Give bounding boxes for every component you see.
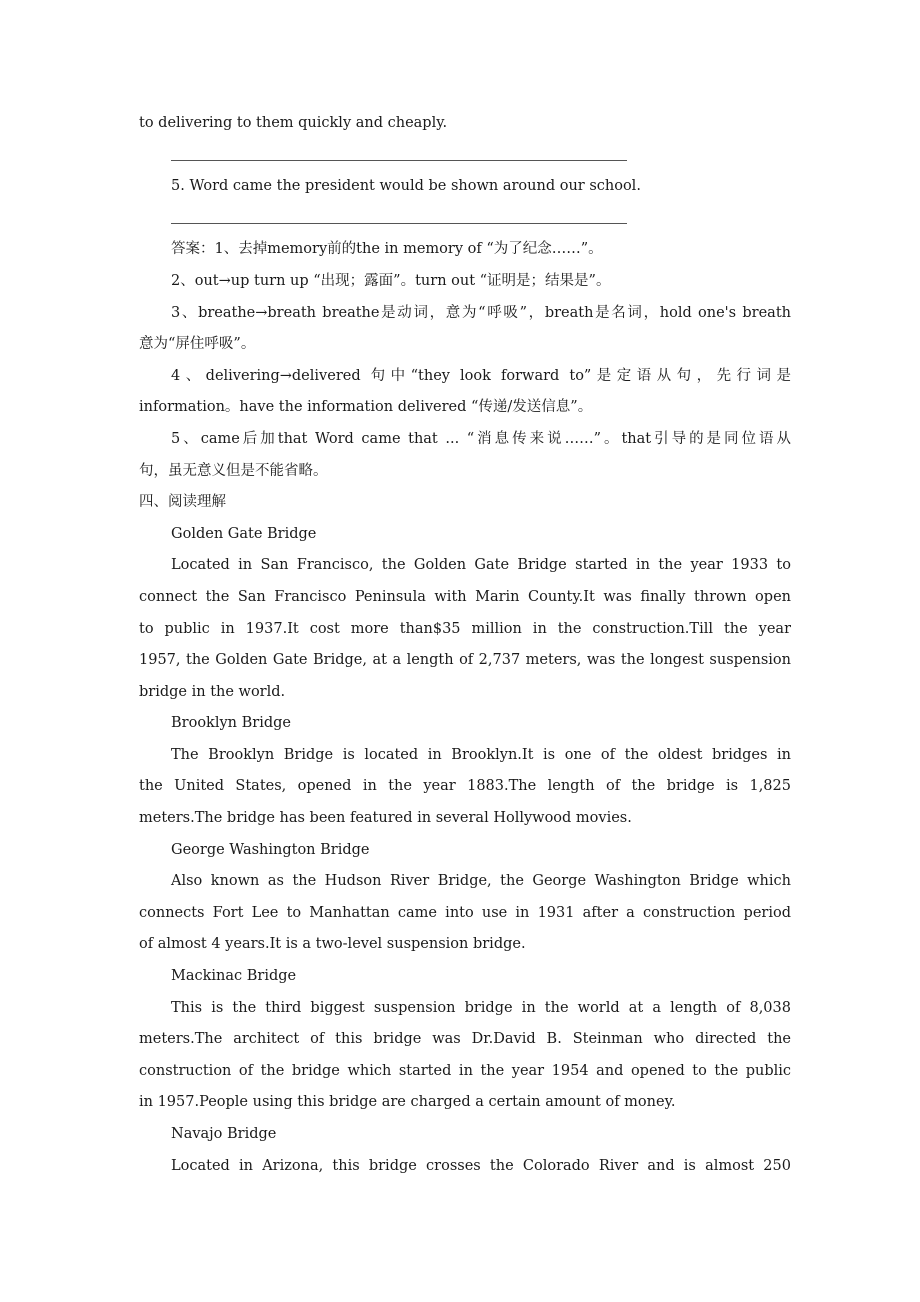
text-line: 3、breathe→breath breathe是动词，意为“呼吸”，breath是名词，hold one's breath: [171, 304, 791, 321]
text-line: of almost 4 years.It is a two-level suspension bridge.: [139, 936, 526, 953]
text-line: 4、delivering→delivered 句中“they look forward to”是定语从句，先行词是: [171, 367, 791, 384]
text-line: 5、came后加that Word came that ... “消息传来说……”。that引导的是同位语从: [171, 430, 791, 447]
text-line: information。have the information delivered “传递/发送信息”。: [139, 399, 593, 416]
text-line: the United States, opened in the year 1883.The length of the bridge is 1,825: [139, 778, 791, 795]
text-line: 句，虽无意义但是不能省略。: [139, 462, 328, 479]
text-line: George Washington Bridge: [171, 841, 370, 858]
text-line: to delivering to them quickly and cheaply.: [139, 115, 448, 131]
text-line: connect the San Francisco Peninsula with Marin County.It was finally thrown open: [139, 588, 791, 605]
text-line: 5. Word came the president would be shown around our school.: [171, 178, 641, 195]
text-line: 四、阅读理解: [139, 494, 226, 511]
document-page: [139, 108, 791, 1182]
text-line: The Brooklyn Bridge is located in Brooklyn.It is one of the oldest bridges in: [171, 746, 791, 763]
answer-blank-line: [139, 140, 791, 172]
text-line: Located in Arizona, this bridge crosses the Colorado River and is almost 250: [171, 1157, 791, 1174]
text-line: 答案：1、去掉memory前的the in memory of “为了纪念……”。: [171, 241, 603, 258]
text-line: Mackinac Bridge: [171, 968, 297, 985]
text-line: 2、out→up turn up “出现；露面”。turn out “证明是；结果是”。: [171, 272, 611, 289]
text-line: Brooklyn Bridge: [171, 715, 291, 732]
text-line: connects Fort Lee to Manhattan came into use in 1931 after a construction period: [139, 904, 791, 921]
text-line: 1957, the Golden Gate Bridge, at a length of 2,737 meters, was the longest suspension: [139, 652, 791, 669]
text-line: meters.The bridge has been featured in several Hollywood movies.: [139, 810, 632, 827]
text-line: meters.The architect of this bridge was Dr.David B. Steinman who directed the: [139, 1031, 791, 1048]
text-line: This is the third biggest suspension bridge in the world at a length of 8,038: [171, 999, 791, 1016]
text-line: Also known as the Hudson River Bridge, the George Washington Bridge which: [171, 873, 791, 890]
text-line: Navajo Bridge: [171, 1126, 277, 1142]
text-line: Golden Gate Bridge: [171, 525, 317, 542]
text-line: construction of the bridge which started in the year 1954 and opened to the public: [139, 1062, 791, 1079]
text-line: to public in 1937.It cost more than$35 million in the construction.Till the year: [139, 620, 791, 637]
text-line: 意为“屏住呼吸”。: [139, 336, 256, 353]
text-line: in 1957.People using this bridge are charged a certain amount of money.: [139, 1094, 676, 1111]
text-line: bridge in the world.: [139, 683, 286, 700]
text-line: Located in San Francisco, the Golden Gate Bridge started in the year 1933 to: [171, 557, 791, 574]
answer-blank-line: [139, 203, 791, 235]
